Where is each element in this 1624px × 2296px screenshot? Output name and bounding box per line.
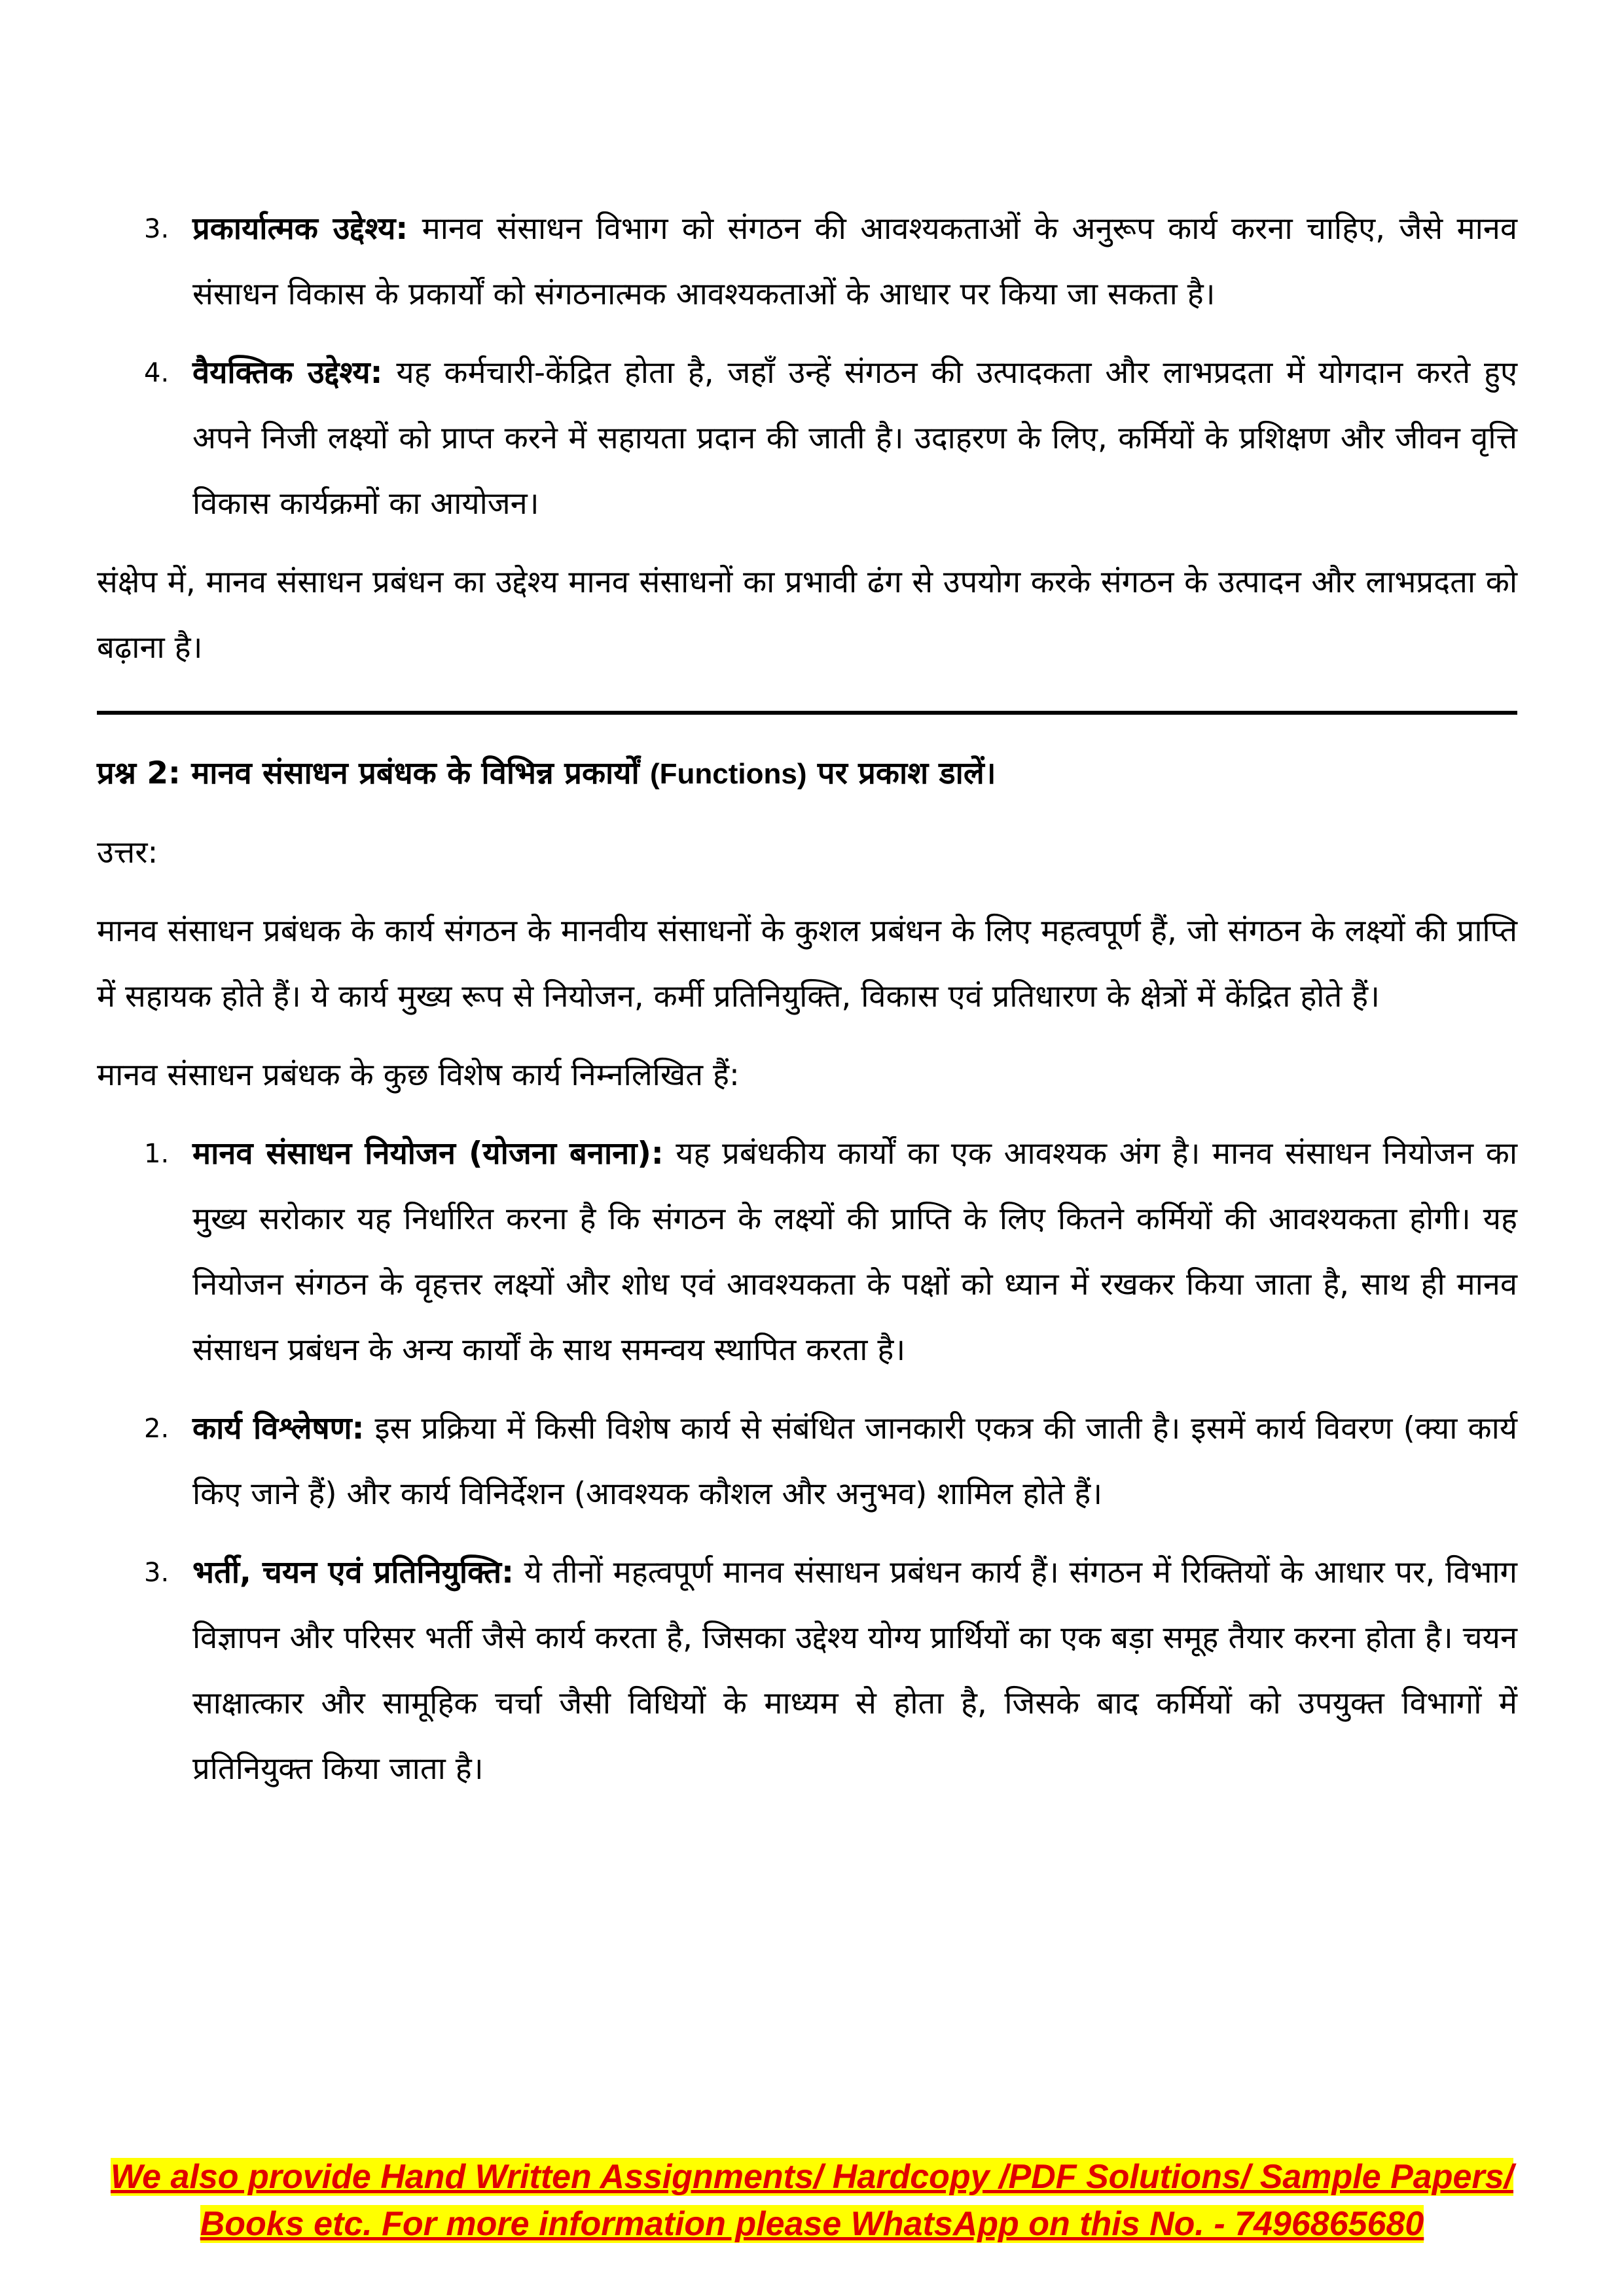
list-item-text: इस प्रक्रिया में किसी विशेष कार्य से संबंधित जानकारी एकत्र की जाती है। इसमें कार्य विवरण (क्या कार्य किए जाने हैं) और कार्य विनिर्देशन (आवश्यक कौशल और अनुभव) शामिल होते हैं। xyxy=(192,1410,1518,1512)
question-suffix: पर प्रकाश डालें। xyxy=(806,755,996,791)
summary-paragraph: संक्षेप में, मानव संसाधन प्रबंधन का उद्देश्य मानव संसाधनों का प्रभावी ढंग से उपयोग करके संगठन के उत्पादन और लाभप्रदता को बढ़ाना है। xyxy=(97,564,1517,666)
list-item xyxy=(97,340,1517,537)
list-item-title: मानव संसाधन नियोजन (योजना बनाना): xyxy=(192,1136,664,1172)
question-heading xyxy=(97,741,1517,807)
list-item-body xyxy=(192,1396,1517,1527)
section-divider xyxy=(97,711,1517,715)
list-number: 1. xyxy=(144,1139,170,1169)
answer-paragraph: मानव संसाधन प्रबंधक के कार्य संगठन के मानवीय संसाधनों के कुशल प्रबंधन के लिए महत्वपूर्ण हैं, जो संगठन के लक्ष्यों की प्राप्ति में सहायक होते हैं। ये कार्य मुख्य रूप से नियोजन, कर्मी प्रतिनियुक्ति, विकास एवं प्रतिधारण के क्षेत्रों में केंद्रित होते हैं। xyxy=(97,913,1517,1014)
list-item xyxy=(97,1121,1517,1383)
list-item-body xyxy=(192,196,1517,327)
list-item xyxy=(97,1540,1517,1802)
footer-line-1: We also provide Hand Written Assignments/ Hardcopy /PDF Solutions/ Sample Papers/ xyxy=(110,2158,1514,2196)
list-item-title: वैयक्तिक उद्देश्य: xyxy=(192,355,383,391)
list-number: 3. xyxy=(144,1558,170,1588)
document-body xyxy=(97,196,1517,1815)
list-item xyxy=(97,196,1517,327)
list-item-title: भर्ती, चयन एवं प्रतिनियुक्ति: xyxy=(192,1554,514,1590)
list-item-text: मानव संसाधन विभाग को संगठन की आवश्यकताओं के अनुरूप कार्य करना चाहिए, जैसे मानव संसाधन विकास के प्रकार्यों को संगठनात्मक आवश्यकताओं के आधार पर किया जा सकता है। xyxy=(192,211,1517,312)
list-item xyxy=(97,1396,1517,1527)
list-item-body xyxy=(192,340,1517,537)
footer-line-2: Books etc. For more information please WhatsApp on this No. - 7496865680 xyxy=(200,2205,1424,2243)
list-item-text: यह कर्मचारी-केंद्रित होता है, जहाँ उन्हें संगठन की उत्पादकता और लाभप्रदता में योगदान करते हुए अपने निजी लक्ष्यों को प्राप्त करने में सहायता प्रदान की जाती है। उदाहरण के लिए, कर्मियों के प्रशिक्षण और जीवन वृत्ति विकास कार्यक्रमों का आयोजन। xyxy=(192,355,1517,522)
list-number: 2. xyxy=(144,1414,170,1444)
answer-label: उत्तर: xyxy=(97,834,158,870)
list-item-text: यह प्रबंधकीय कार्यों का एक आवश्यक अंग है। मानव संसाधन नियोजन का मुख्य सरोकार यह निर्धारित करना है कि संगठन के लक्ष्यों की प्राप्ति के लिए कितने कर्मियों की आवश्यकता होगी। यह नियोजन संगठन के वृहत्तर लक्ष्यों और शोध एवं आवश्यकता के पक्षों को ध्यान में रखकर किया जाता है, साथ ही मानव संसाधन प्रबंधन के अन्य कार्यों के साथ समन्वय स्थापित करता है। xyxy=(192,1136,1517,1368)
list-item-text: ये तीनों महत्वपूर्ण मानव संसाधन प्रबंधन कार्य हैं। संगठन में रिक्तियों के आधार पर, विभाग विज्ञापन और परिसर भर्ती जैसे कार्य करता है, जिसका उद्देश्य योग्य प्रार्थियों का एक बड़ा समूह तैयार करना होता है। चयन साक्षात्कार और सामूहिक चर्चा जैसी विधियों के माध्यम से होता है, जिसके बाद कर्मियों को उपयुक्त विभागों में प्रतिनियुक्त किया जाता है। xyxy=(192,1554,1517,1787)
list-item-title: कार्य विश्लेषण: xyxy=(192,1410,365,1446)
question-english: (Functions) xyxy=(650,758,807,790)
list-item-title: प्रकार्यात्मक उद्देश्य: xyxy=(192,211,408,247)
question-prefix: प्रश्न 2: मानव संसाधन प्रबंधक के विभिन्न प्रकार्यों xyxy=(97,755,651,791)
list-number: 4. xyxy=(144,358,170,388)
list-number: 3. xyxy=(144,214,170,244)
promo-footer xyxy=(0,2153,1624,2248)
list-item-body xyxy=(192,1540,1517,1802)
answer-paragraph: मानव संसाधन प्रबंधक के कुछ विशेष कार्य निम्नलिखित हैं: xyxy=(97,1057,740,1093)
list-item-body xyxy=(192,1121,1517,1383)
